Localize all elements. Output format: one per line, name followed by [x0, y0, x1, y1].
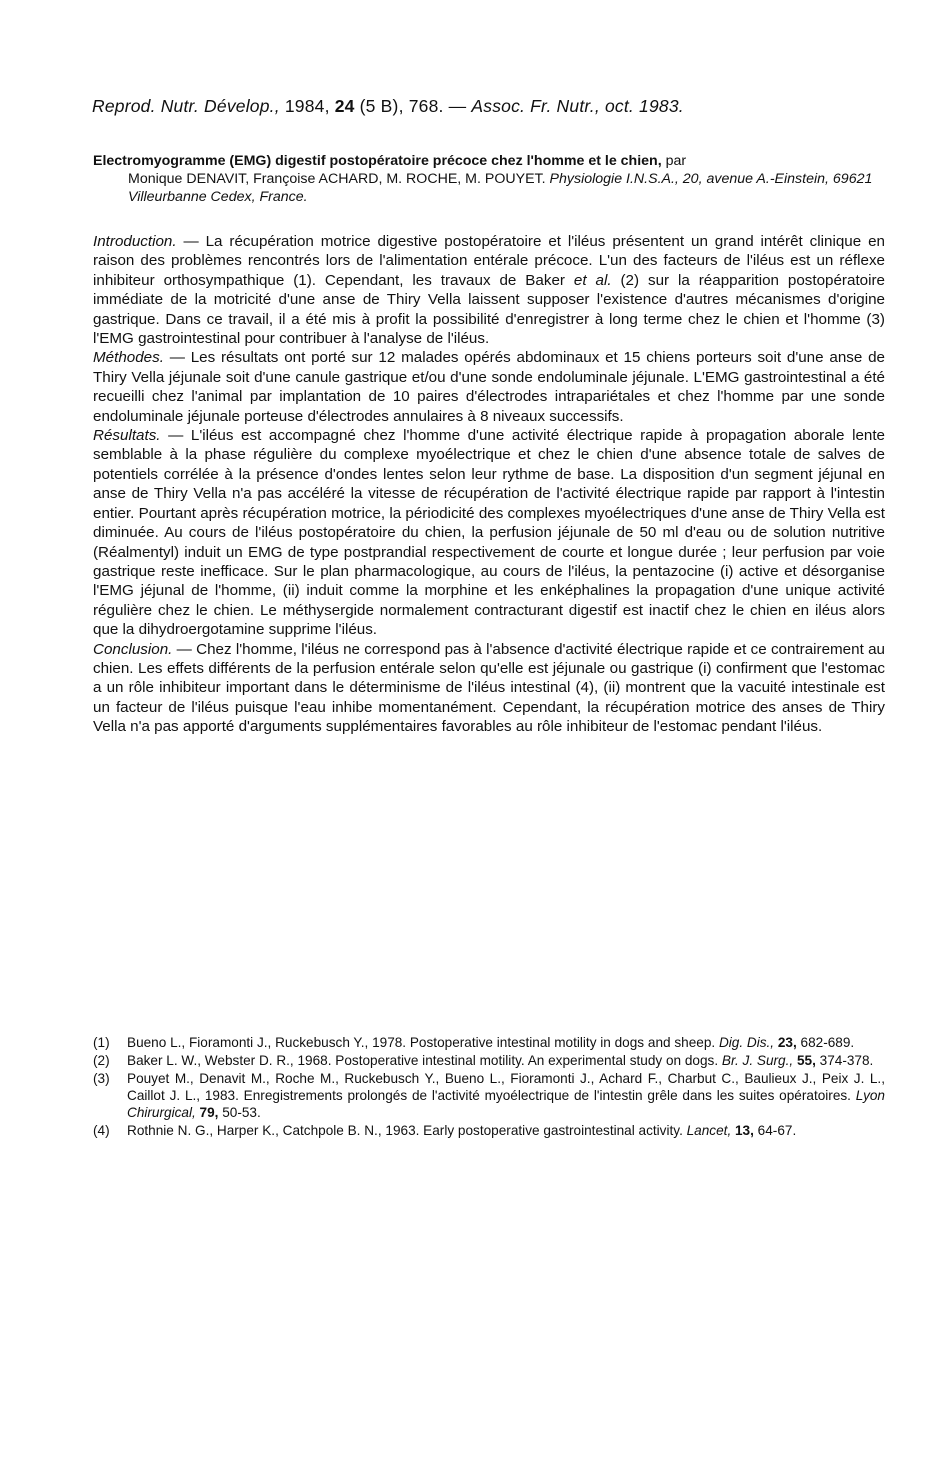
reference-number: (1) — [93, 1035, 110, 1050]
journal-year: 1984, — [279, 96, 335, 116]
article-authors: Monique DENAVIT, Françoise ACHARD, M. ROCHE, M. POUYET. — [128, 171, 546, 187]
article-par: par — [665, 153, 687, 169]
reference-volume: 23, — [774, 1035, 797, 1050]
article-byline — [93, 170, 885, 206]
journal-header — [92, 96, 852, 117]
introduction-text-1: — La récupération motrice digestive postopératoire et l'iléus présentent un grand intérêt clinique en raison des problèmes rencontrés lors de l'alimentation entérale précoce. L'un des facteurs de l'iléus est un réflexe inhibiteur orthosympathique (1). Cependant, les travaux de Baker — [93, 233, 885, 289]
reference-journal: Br. J. Surg., — [721, 1053, 794, 1068]
journal-issue-pages: (5 B), 768. — — [354, 96, 472, 116]
methodes-paragraph — [93, 348, 885, 426]
reference-pages: 682-689. — [796, 1035, 855, 1050]
article-title: Electromyogramme (EMG) digestif postopératoire précoce chez l'homme et le chien, — [93, 153, 662, 169]
reference-authors: Baker L. W., Webster D. R., 1968. — [127, 1053, 332, 1068]
reference-title: Postoperative intestinal motility. An experimental study on dogs. — [331, 1053, 722, 1068]
conclusion-text: — Chez l'homme, l'iléus ne correspond pas à l'absence d'activité électrique rapide et ce contrairement au chien. Les effets différents de la perfusion entérale selon qu'elle est jéjunale ou gastrique (i) confirment que l'estomac a un rôle inhibiteur important dans le déterminisme de l'iléus intestinal (4), (ii) montrent que la vacuité intestinale est un facteur de l'iléus puisque l'eau inhibe momentanément. Cependant, la récupération motrice des anses de Thiry Vella n'a pas apporté d'arguments supplémentaires favorables au rôle inhibiteur de l'estomac pendant l'iléus. — [93, 640, 885, 736]
reference-number: (2) — [93, 1053, 110, 1068]
reference-number: (4) — [93, 1123, 110, 1138]
resultats-paragraph — [93, 426, 885, 639]
reference-item — [93, 1034, 885, 1051]
introduction-etal: et al. — [573, 271, 612, 289]
reference-item — [93, 1122, 885, 1139]
reference-pages: 64-67. — [753, 1123, 797, 1138]
reference-item — [93, 1052, 885, 1069]
introduction-text-2: (2) sur la réapparition postopératoire immédiate de la motricité d'une anse de Thiry Vella laissent supposer l'existence d'autres mécanismes d'origine gastrique. Dans ce travail, il a été mis à profit la possibilité d'enregistrer à long terme chez le chien et l'homme (3) l'EMG gastrointestinal pour contribuer à l'analyse de l'iléus. — [93, 271, 885, 348]
reference-number: (3) — [93, 1071, 110, 1086]
reference-item — [93, 1070, 885, 1121]
reference-authors: Rothnie N. G., Harper K., Catchpole B. N., 1963. — [127, 1123, 420, 1138]
reference-volume: 13, — [731, 1123, 754, 1138]
conclusion-paragraph — [93, 640, 885, 737]
reference-title: Early postoperative gastrointestinal activity. — [419, 1123, 687, 1138]
association-name: Assoc. Fr. Nutr., oct. 1983. — [471, 96, 684, 116]
reference-volume: 79, — [195, 1105, 219, 1120]
reference-pages: 50-53. — [218, 1105, 261, 1120]
resultats-heading: Résultats. — [93, 427, 161, 445]
reference-journal: Lyon Chirurgical, — [127, 1088, 885, 1120]
article-title-block — [93, 152, 885, 206]
article-affiliation: Physiologie I.N.S.A., 20, avenue A.-Einstein, 69621 Villeurbanne Cedex, France. — [128, 171, 873, 205]
references-list — [93, 1034, 885, 1140]
reference-title: Enregistrements prolongés de l'activité myoélectrique de l'intestin grêle dans les suites opératoires. — [238, 1088, 856, 1103]
article-body — [93, 232, 885, 737]
reference-journal: Lancet, — [686, 1123, 732, 1138]
introduction-heading: Introduction. — [93, 233, 177, 250]
reference-journal: Dig. Dis., — [718, 1035, 775, 1050]
methodes-heading: Méthodes. — [93, 349, 164, 367]
introduction-paragraph — [93, 232, 885, 348]
reference-authors: Pouyet M., Denavit M., Roche M., Ruckebusch Y., Bueno L., Fioramonti J., Achard F., Charbut C., Baulieux J., Peix J. L., Caillot J. L., 1983. — [127, 1071, 885, 1103]
reference-authors: Bueno L., Fioramonti J., Ruckebusch Y., 1978. — [127, 1035, 407, 1050]
reference-pages: 374-378. — [815, 1053, 874, 1068]
methodes-text: — Les résultats ont porté sur 12 malades opérés abdominaux et 15 chiens porteurs soit d'une anse de Thiry Vella jéjunale soit d'une canule gastrique et/ou d'une sonde endoluminale jéjunale. L'EMG gastrointestinal a été recueilli chez l'animal par implantation de 10 paires d'électrodes intrapariétales et chez l'homme par une sonde endoluminale jéjunale porteuse d'électrodes annulaires à 8 niveaux successifs. — [93, 349, 885, 425]
journal-name: Reprod. Nutr. Dévelop., — [92, 96, 280, 116]
reference-title: Postoperative intestinal motility in dogs and sheep. — [406, 1035, 719, 1050]
resultats-text: — L'iléus est accompagné chez l'homme d'une activité électrique rapide à propagation aborale lente semblable à la phase régulière du complexe myoélectrique et chez le chien d'une absence totale de salves de potentiels corrélée à la présence d'ondes lentes selon leur rythme de base. La disposition d'un segment jéjunal en anse de Thiry Vella n'a pas accéléré la vitesse de récupération de l'activité électrique rapide par rapport à l'intestin entier. Pourtant après récupération motrice, la périodicité des complexes myoélectriques d'une anse de Thiry Vella est diminuée. Au cours de l'iléus postopératoire du chien, la perfusion jéjunale de 50 ml d'eau ou de solution nutritive (Réalmentyl) induit un EMG de type postprandial respectivement de courte et longue durée ; leur perfusion par voie gastrique reste inefficace. Sur le plan pharmacologique, au cours de l'iléus, la pentazocine (i) active et désorganise l'EMG jéjunal de l'homme, (ii) induit comme la morphine et les enképhalines la propagation d'une unique activité régulière chez le chien. Le méthysergide normalement contracturant digestif est inactif chez le chien en iléus alors que la dihydroergotamine supprime l'iléus. — [93, 427, 885, 639]
conclusion-heading: Conclusion. — [93, 640, 173, 658]
reference-volume: 55, — [793, 1053, 816, 1068]
journal-volume: 24 — [334, 96, 355, 116]
